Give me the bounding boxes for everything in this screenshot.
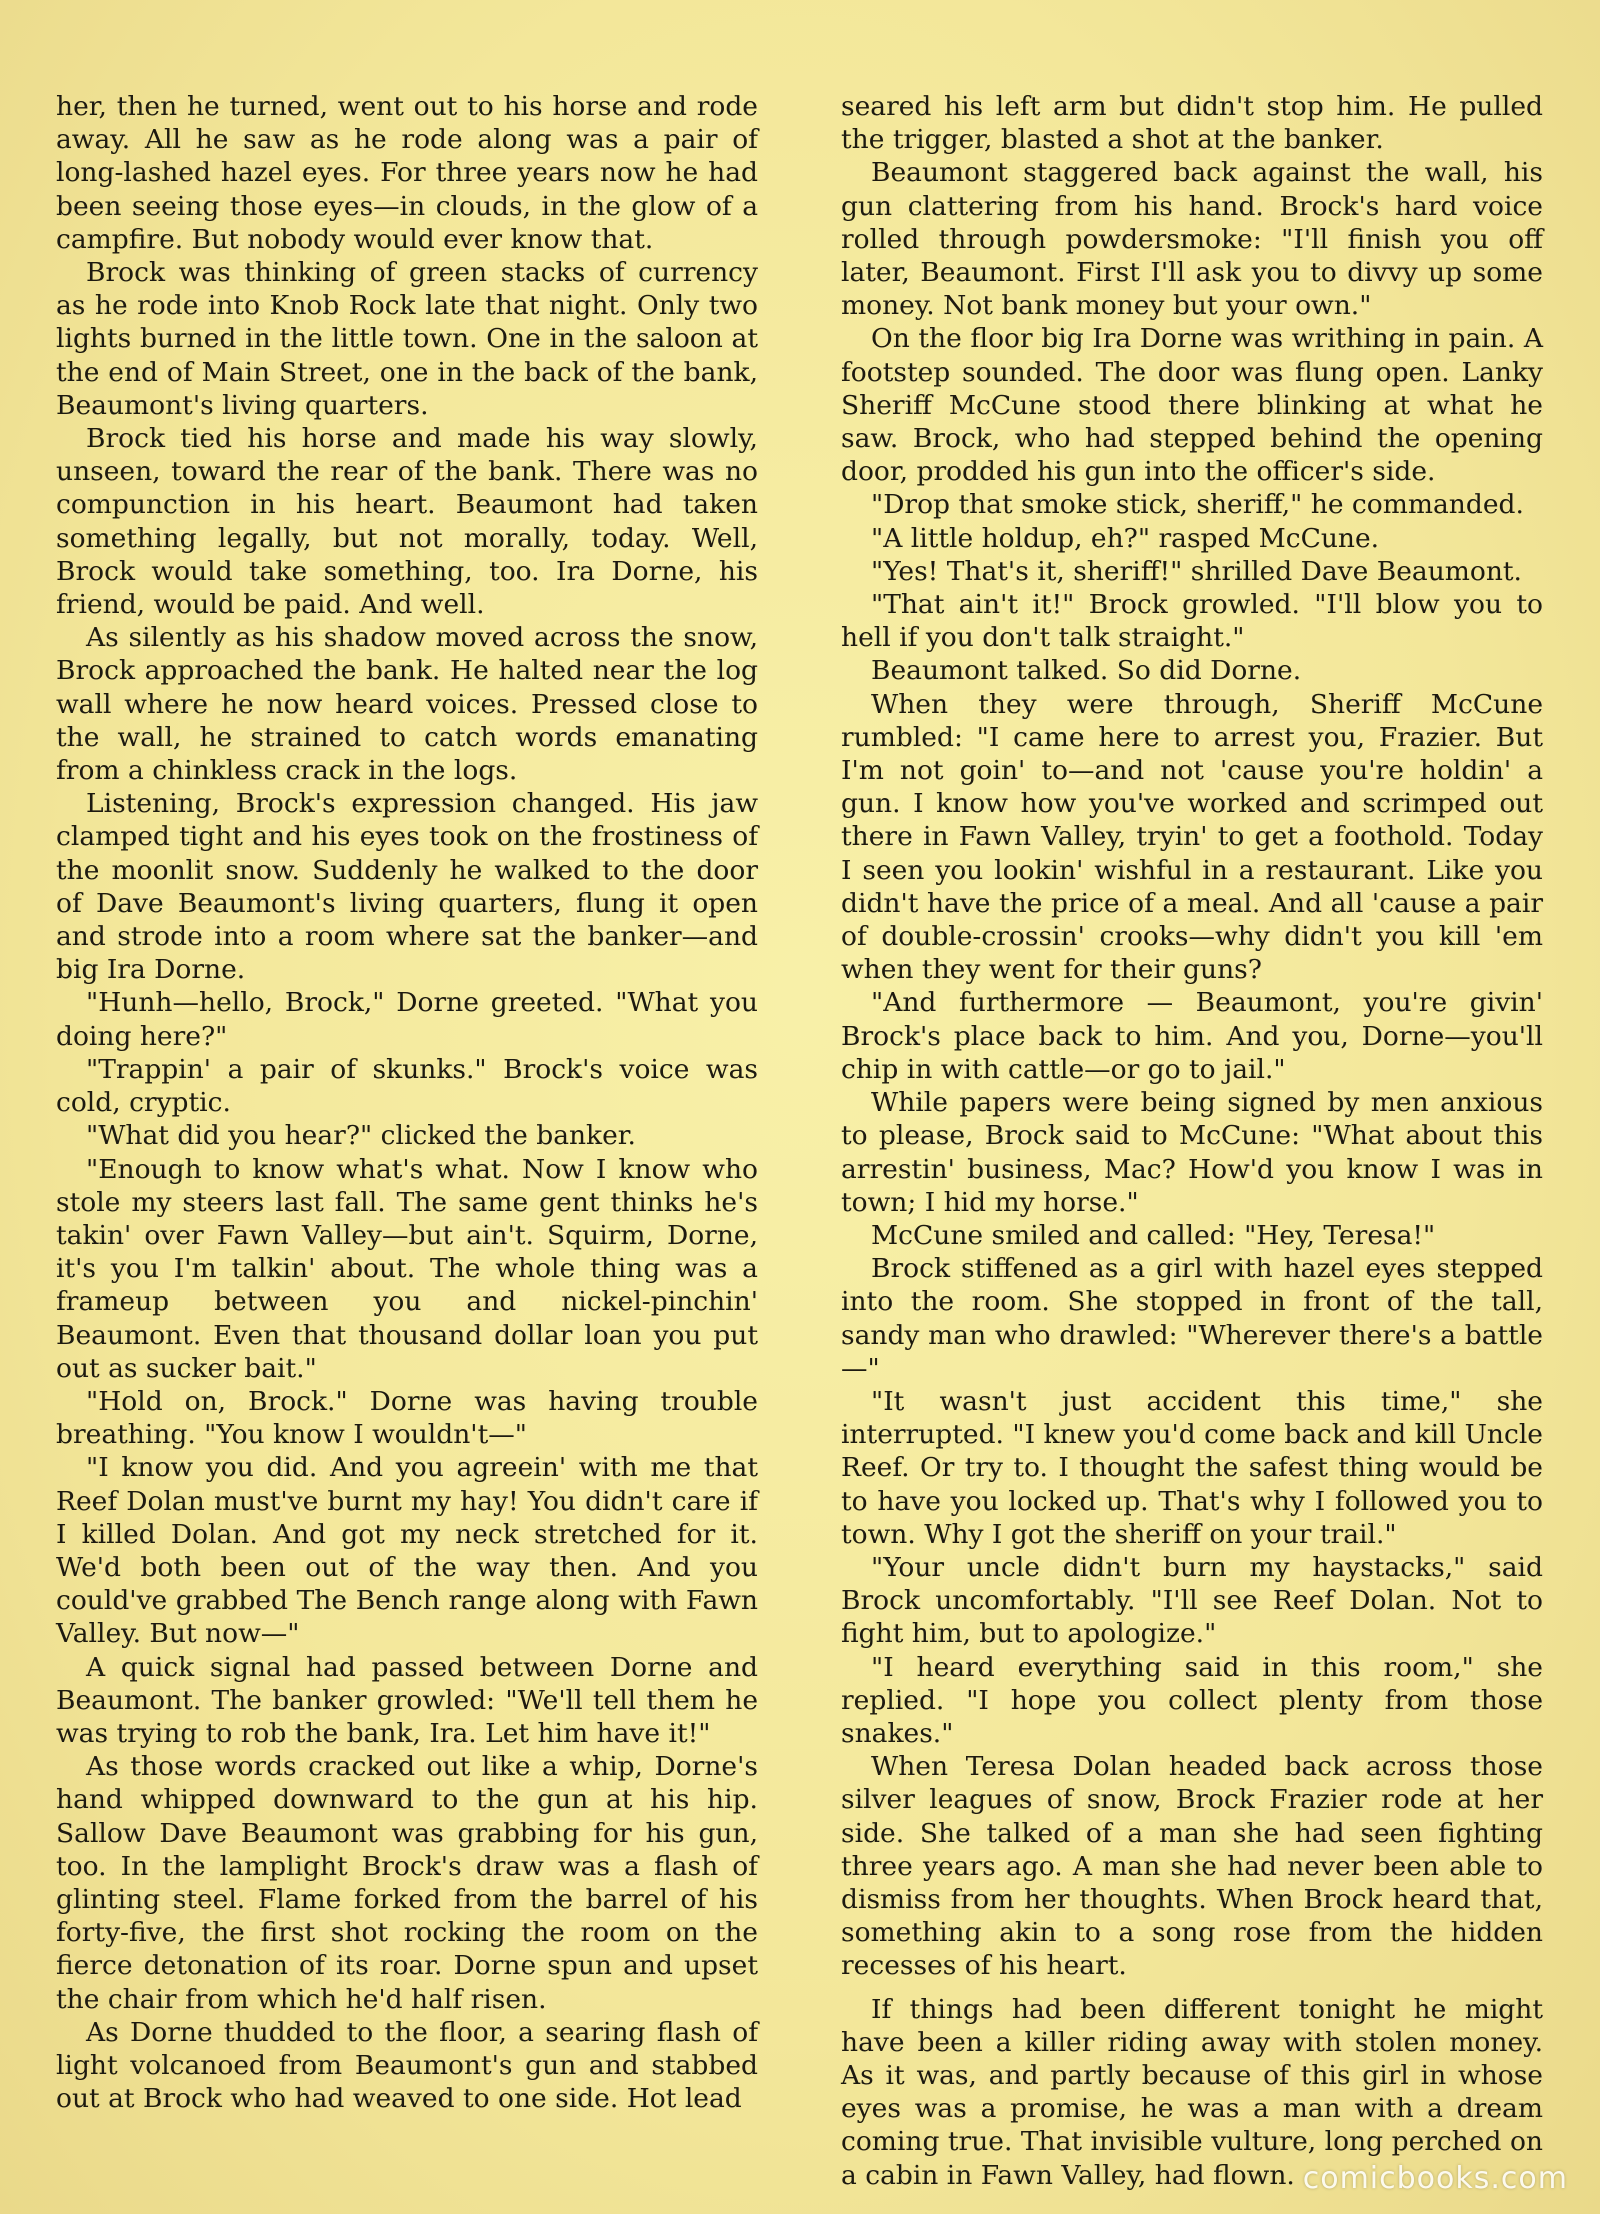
site-watermark: comicbooks.com — [1302, 2161, 1568, 2196]
paragraph: seared his left arm but didn't stop him. He pulled the trigger, blasted a shot at the banker. — [841, 91, 1543, 156]
paragraph: Brock tied his horse and made his way slowly, unseen, toward the rear of the bank. There was no compunction in his heart. Beaumont had taken something legally, but not morally, today. Well, Brock would take something, too. Ira Dorne, his friend, would be paid. And well. — [56, 423, 758, 621]
paragraph: Brock stiffened as a girl with hazel eyes stepped into the room. She stopped in front of the tall, sandy man who drawled: "Wherever there's a battle—" — [841, 1253, 1543, 1384]
paragraph: "I know you did. And you agreein' with me that Reef Dolan must've burnt my hay! You didn't care if I killed Dolan. And got my neck stretched for it. We'd both been out of the way then. And you could've grabbed The Bench range along with Fawn Valley. But now—" — [56, 1452, 758, 1650]
paragraph: If things had been different tonight he might have been a killer riding away with stolen money. As it was, and partly because of this girl in whose eyes was a promise, he was a man with a dream coming true. That invisible vulture, long perched on a cabin in Fawn Valley, had flown. — [841, 1993, 1543, 2191]
paragraph: Brock was thinking of green stacks of currency as he rode into Knob Rock late that night. Only two lights burned in the little town. One in the saloon at the end of Main Street, one in the back of the bank, Beaumont's living quarters. — [56, 257, 758, 421]
paragraph: A quick signal had passed between Dorne and Beaumont. The banker growled: "We'll tell them he was trying to rob the bank, Ira. Let him have it!" — [56, 1651, 758, 1749]
paragraph: "Hold on, Brock." Dorne was having trouble breathing. "You know I wouldn't—" — [56, 1385, 758, 1451]
paragraph: her, then he turned, went out to his horse and rode away. All he saw as he rode along was a pair of long-lashed hazel eyes. For three years now he had been seeing those eyes—in clouds, in the glow of a campfire. But nobody would ever know that. — [56, 91, 758, 255]
paragraph: As those words cracked out like a whip, Dorne's hand whipped downward to the gun at his hip. Sallow Dave Beaumont was grabbing for his gun, too. In the lamplight Brock's draw was a flash of glinting steel. Flame forked from the barrel of his forty-five, the first shot rocking the room on the fierce detonation of its roar. Dorne spun and upset the chair from which he'd half risen. — [56, 1751, 758, 2015]
paragraph: "I heard everything said in this room," she replied. "I hope you collect plenty from those snakes." — [841, 1651, 1543, 1749]
paragraph: As silently as his shadow moved across the snow, Brock approached the bank. He halted near the log wall where he now heard voices. Pressed close to the wall, he strained to catch words emanating from a chinkless crack in the logs. — [56, 622, 758, 787]
paragraph: "A little holdup, eh?" rasped McCune. — [871, 522, 1380, 554]
paragraph: "It wasn't just accident this time," she interrupted. "I knew you'd come back and kill Uncle Reef. Or try to. I thought the safest thing would be to have you locked up. That's why I followed you to town. Why I got the sheriff on your trail." — [841, 1385, 1543, 1550]
paragraph: While papers were being signed by men anxious to please, Brock said to McCune: "What about this arrestin' business, Mac? How'd you know I was in town; I hid my horse." — [841, 1087, 1543, 1218]
paragraph: "That ain't it!" Brock growled. "I'll blow you to hell if you don't talk straight." — [841, 589, 1543, 654]
paragraph: "Drop that smoke stick, sheriff," he commanded. — [871, 489, 1524, 521]
paragraph: "Trappin' a pair of skunks." Brock's voice was cold, cryptic. — [56, 1053, 758, 1119]
paragraph: McCune smiled and called: "Hey, Teresa!" — [871, 1219, 1436, 1251]
left-column — [56, 90, 758, 2115]
paragraph: "And furthermore — Beaumont, you're givin' Brock's place back to him. And you, Dorne—you'll chip in with cattle—or go to jail." — [841, 987, 1543, 1085]
paragraph: Listening, Brock's expression changed. His jaw clamped tight and his eyes took on the frostiness of the moonlit snow. Suddenly he walked to the door of Dave Beaumont's living quarters, flung it open and strode into a room where sat the banker—and big Ira Dorne. — [56, 788, 758, 986]
paragraph: "Yes! That's it, sheriff!" shrilled Dave Beaumont. — [871, 555, 1522, 587]
paragraph: As Dorne thudded to the floor, a searing flash of light volcanoed from Beaumont's gun and stabbed out at Brock who had weaved to one side. Hot lead — [56, 2016, 758, 2115]
paragraph: "What did you hear?" clicked the banker. — [86, 1120, 636, 1152]
right-column — [841, 90, 1543, 2192]
paragraph: "Enough to know what's what. Now I know who stole my steers last fall. The same gent thinks he's takin' over Fawn Valley—but ain't. Squirm, Dorne, it's you I'm talkin' about. The whole thing was a frameup between you and nickel-pinchin' Beaumont. Even that thousand dollar loan you put out as sucker bait." — [56, 1153, 758, 1384]
paragraph: Beaumont staggered back against the wall, his gun clattering from his hand. Brock's hard voice rolled through powdersmoke: "I'll finish you off later, Beaumont. First I'll ask you to divvy up some money. Not bank money but your own." — [841, 157, 1543, 322]
paragraph: Beaumont talked. So did Dorne. — [871, 655, 1302, 687]
paragraph: When Teresa Dolan headed back across those silver leagues of snow, Brock Frazier rode at her side. She talked of a man she had seen fighting three years ago. A man she had never been able to dismiss from her thoughts. When Brock heard that, something akin to a song rose from the hidden recesses of his heart. — [841, 1751, 1543, 1982]
paragraph: "Hunh—hello, Brock," Dorne greeted. "What you doing here?" — [56, 987, 758, 1052]
paragraph: "Your uncle didn't burn my haystacks," said Brock uncomfortably. "I'll see Reef Dolan. Not to fight him, but to apologize." — [841, 1551, 1543, 1650]
paragraph: When they were through, Sheriff McCune rumbled: "I came here to arrest you, Frazier. But I'm not goin' to—and not 'cause you're holdin' a gun. I know how you've worked and scrimped out there in Fawn Valley, tryin' to get a foothold. Today I seen you lookin' wishful in a restaurant. Like you didn't have the price of a meal. And all 'cause a pair of double-crossin' crooks—why didn't you kill 'em when they went for their guns? — [841, 688, 1543, 986]
paragraph: On the floor big Ira Dorne was writhing in pain. A footstep sounded. The door was flung open. Lanky Sheriff McCune stood there blinking at what he saw. Brock, who had stepped behind the opening door, prodded his gun into the officer's side. — [841, 323, 1543, 488]
